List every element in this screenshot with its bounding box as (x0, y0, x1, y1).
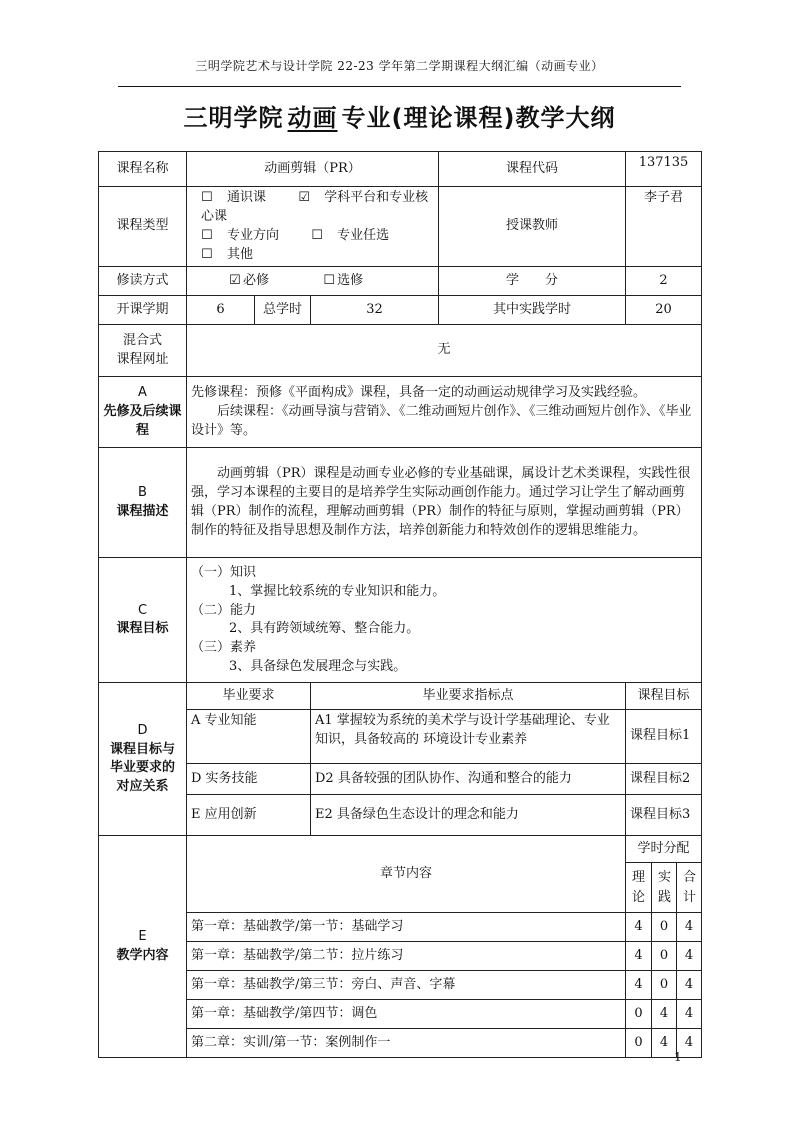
section-b-content (187, 448, 702, 558)
course-code-label: 课程代码 (439, 152, 626, 187)
d-goal: 课程目标2 (626, 764, 702, 795)
total-hours-label: 总学时 (255, 296, 311, 325)
e-practice: 0 (652, 942, 677, 971)
row-section-a (99, 377, 702, 448)
section-a-label: A 先修及后续课程 (99, 377, 187, 448)
row-section-c (99, 558, 702, 683)
e-theory: 0 (626, 1029, 652, 1058)
checkbox-icon[interactable]: ☐ (201, 190, 213, 205)
semester-label: 开课学期 (99, 296, 187, 325)
table-row (99, 1000, 702, 1029)
option-other[interactable]: ☐ 其他 (201, 247, 267, 262)
goal-heading: （二）能力 (191, 602, 257, 618)
running-header: 三明学院艺术与设计学院 22-23 学年第二学期课程大纲汇编（动画专业） (195, 59, 604, 73)
teacher-label: 授课教师 (439, 187, 626, 267)
semester-value: 6 (187, 296, 255, 325)
e-chapter: 第一章：基础教学/第二节：拉片练习 (187, 942, 626, 971)
row-section-e-header (99, 836, 702, 863)
d-header-requirement: 毕业要求 (187, 683, 311, 710)
checkbox-icon[interactable]: ☐ (201, 246, 213, 262)
hybrid-url-value: 无 (187, 325, 702, 377)
table-row (99, 971, 702, 1000)
e-header-content: 章节内容 (187, 836, 626, 913)
section-b-label: B 课程描述 (99, 448, 187, 558)
e-total: 4 (677, 971, 702, 1000)
teacher-value: 李子君 (626, 187, 702, 267)
document-title (0, 98, 799, 133)
row-course-name (99, 152, 702, 187)
section-d-label: D 课程目标与 毕业要求的 对应关系 (99, 683, 187, 836)
study-mode-options (187, 267, 439, 296)
e-theory: 4 (626, 971, 652, 1000)
goal-item: 2、具有跨领域统筹、整合能力。 (229, 621, 420, 637)
section-a-content (187, 377, 702, 448)
d-goal: 课程目标3 (626, 795, 702, 836)
credit-value: 2 (626, 267, 702, 296)
goal-heading: （三）素养 (191, 640, 257, 656)
d-indicator: D2 具备较强的团队协作、沟通和整合的能力 (311, 764, 626, 795)
title-major: 动画 (287, 104, 338, 132)
e-practice: 4 (652, 1000, 677, 1029)
d-header-goal: 课程目标 (626, 683, 702, 710)
table-row (99, 1029, 702, 1058)
e-total: 4 (677, 1029, 702, 1058)
d-header-indicator: 毕业要求指标点 (311, 683, 626, 710)
course-code-value: 137135 (626, 152, 702, 187)
row-semester (99, 296, 702, 325)
page-number: 1 (674, 1050, 682, 1064)
section-e-label: E 教学内容 (99, 836, 187, 1058)
option-direction[interactable]: ☐ 专业方向 (201, 228, 293, 243)
title-suffix: 专业(理论课程)教学大纲 (341, 104, 616, 132)
course-name-value: 动画剪辑（PR） (187, 152, 439, 187)
course-type-options (187, 187, 439, 267)
header-rule (118, 86, 681, 87)
option-required[interactable]: ☑ 必修 (191, 273, 269, 288)
e-col-practice: 实践 (652, 863, 677, 913)
e-total: 4 (677, 942, 702, 971)
section-c-label: C 课程目标 (99, 558, 187, 683)
table-row (99, 710, 702, 764)
e-chapter: 第二章：实训/第一节：案例制作一 (187, 1029, 626, 1058)
row-hybrid-url (99, 325, 702, 377)
table-row (99, 942, 702, 971)
row-course-type (99, 187, 702, 267)
study-mode-label: 修读方式 (99, 267, 187, 296)
e-chapter: 第一章：基础教学/第三节：旁白、声音、字幕 (187, 971, 626, 1000)
table-row (99, 764, 702, 795)
e-practice: 0 (652, 971, 677, 1000)
row-section-b (99, 448, 702, 558)
checkbox-icon[interactable]: ☐ (323, 272, 335, 288)
description-text: 动画剪辑（PR）课程是动画专业必修的专业基础课，属设计艺术类课程，实践性很强，学习本课程的主要目的是培养学生实际动画创作能力。通过学习让学生了解动画剪辑（PR）制作的流程，理解动画剪辑（PR）制作的特征与原则，掌握动画剪辑（PR）制作的特征及指导思想及制作方法，培养创新能力和特效创作的逻辑思维能力。 (191, 466, 691, 538)
syllabus-table (98, 151, 702, 1058)
d-indicator: E2 具备绿色生态设计的理念和能力 (311, 795, 626, 836)
d-requirement: E 应用创新 (187, 795, 311, 836)
d-requirement: D 实务技能 (187, 764, 311, 795)
e-theory: 0 (626, 1000, 652, 1029)
row-study-mode (99, 267, 702, 296)
e-chapter: 第一章：基础教学/第四节：调色 (187, 1000, 626, 1029)
row-section-d-header (99, 683, 702, 710)
e-practice: 4 (652, 1029, 677, 1058)
follow-text: 后续课程：《动画导演与营销》、《二维动画短片创作》、《三维动画短片创作》、《毕业设计》等。 (191, 403, 692, 438)
e-total: 4 (677, 913, 702, 942)
e-col-theory: 理论 (626, 863, 652, 913)
option-core[interactable]: ☑ 学科平台和专业核心课 (201, 190, 429, 224)
e-theory: 4 (626, 913, 652, 942)
option-optional[interactable]: ☐ 选修 (273, 273, 363, 288)
d-goal: 课程目标1 (626, 710, 702, 764)
course-type-label: 课程类型 (99, 187, 187, 267)
e-chapter: 第一章：基础教学/第一节：基础学习 (187, 913, 626, 942)
checkbox-icon[interactable]: ☐ (201, 227, 213, 243)
e-practice: 0 (652, 913, 677, 942)
d-indicator: A1 掌握较为系统的美术学与设计学基础理论、专业知识，具备较高的 环境设计专业素养 (311, 710, 626, 764)
checkbox-checked-icon[interactable]: ☑ (229, 272, 241, 288)
option-general[interactable]: ☐ 通识课 (201, 190, 280, 205)
practice-hours-label: 其中实践学时 (439, 296, 626, 325)
course-name-label: 课程名称 (99, 152, 187, 187)
total-hours-value: 32 (311, 296, 439, 325)
practice-hours-value: 20 (626, 296, 702, 325)
goal-item: 3、具备绿色发展理念与实践。 (229, 659, 407, 675)
section-c-content (187, 558, 702, 683)
e-theory: 4 (626, 942, 652, 971)
checkbox-checked-icon[interactable]: ☑ (298, 190, 310, 205)
goal-item: 1、掌握比较系统的专业知识和能力。 (229, 583, 446, 599)
e-header-hours: 学时分配 (626, 836, 702, 863)
goal-heading: （一）知识 (191, 564, 257, 580)
hybrid-url-label: 混合式 课程网址 (99, 325, 187, 377)
prereq-text: 先修课程：预修《平面构成》课程，具备一定的动画运动规律学习及实践经验。 (191, 385, 647, 401)
checkbox-icon[interactable]: ☐ (311, 227, 323, 243)
table-row (99, 795, 702, 836)
credit-label: 学 分 (439, 267, 626, 296)
option-elective[interactable]: ☐ 专业任选 (311, 228, 403, 243)
table-row (99, 913, 702, 942)
e-col-total: 合计 (677, 863, 702, 913)
title-prefix: 三明学院 (183, 104, 284, 132)
d-requirement: A 专业知能 (187, 710, 311, 764)
e-total: 4 (677, 1000, 702, 1029)
